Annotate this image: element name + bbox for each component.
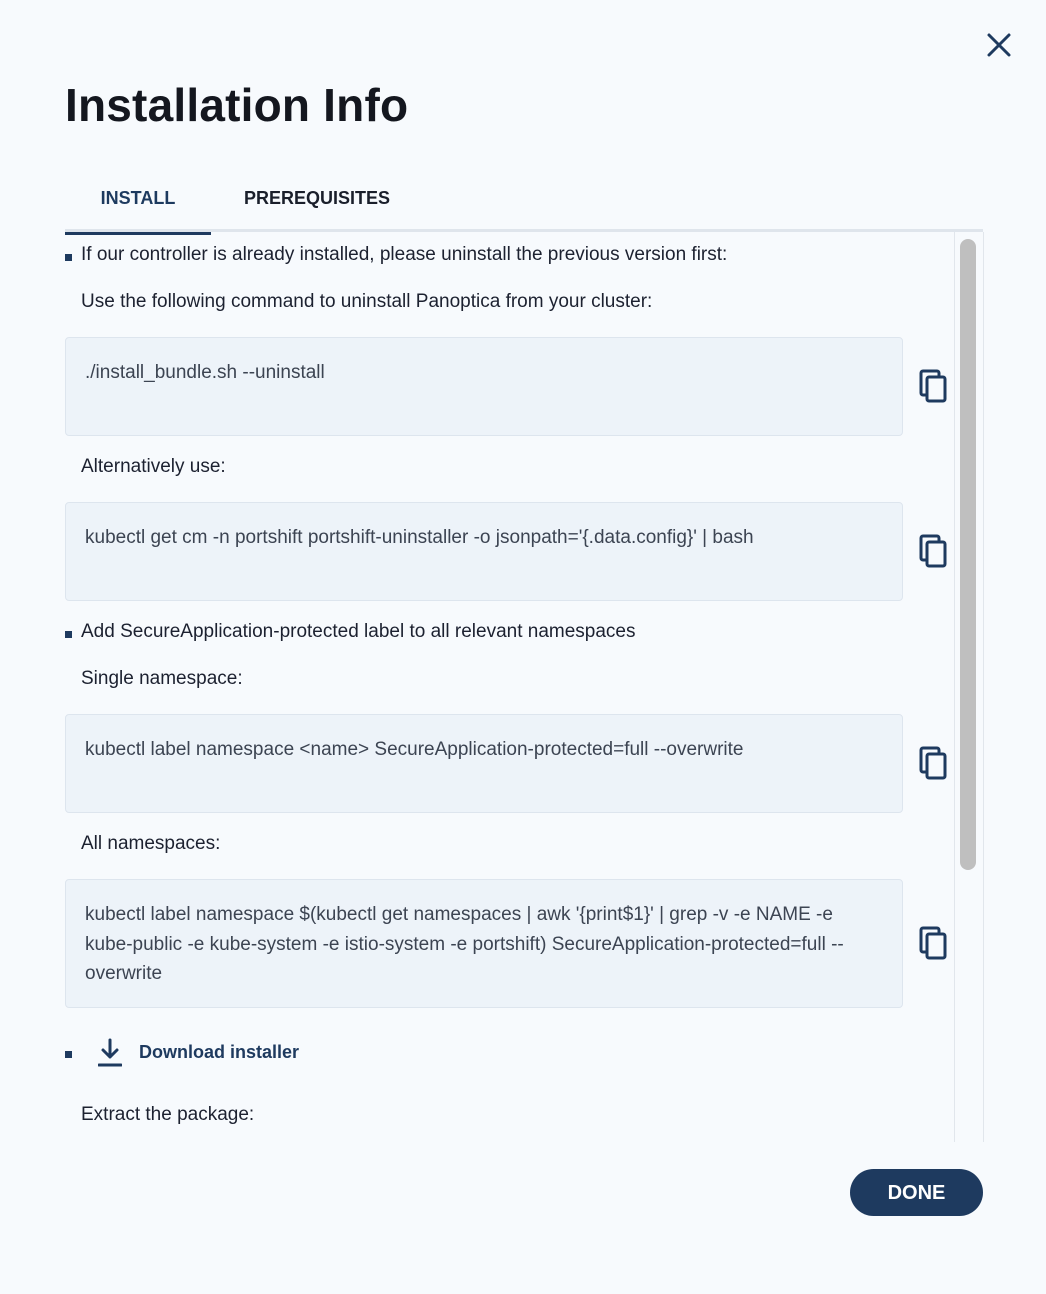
uninstall-command-label: Use the following command to uninstall Panoptica from your cluster: — [81, 291, 653, 312]
download-installer-label: Download installer — [139, 1042, 300, 1062]
bullet-marker — [65, 1051, 72, 1058]
tab-install[interactable]: INSTALL — [65, 170, 211, 232]
step-label-namespaces-text: Add SecureApplication-protected label to all relevant namespaces — [81, 621, 636, 642]
uninstall-command-box: ./install_bundle.sh --uninstall — [65, 337, 903, 436]
install-content-scroll[interactable] — [60, 232, 984, 1142]
copy-icon[interactable] — [918, 533, 950, 569]
copy-icon[interactable] — [918, 368, 950, 404]
bullet-marker — [65, 254, 72, 261]
download-icon — [98, 1038, 122, 1068]
done-button[interactable]: DONE — [850, 1169, 983, 1216]
alternative-label: Alternatively use: — [81, 456, 226, 477]
scrollbar-thumb[interactable] — [960, 239, 976, 870]
step-uninstall-text: If our controller is already installed, please uninstall the previous version first: — [81, 244, 728, 265]
download-installer-link[interactable] — [98, 1038, 318, 1068]
all-namespaces-label: All namespaces: — [81, 833, 221, 854]
close-icon[interactable] — [984, 30, 1014, 60]
all-namespaces-command-box: kubectl label namespace $(kubectl get namespaces | awk '{print$1}' | grep -v -e NAME -e kube-public -e kube-system -e istio-system -e portshift) SecureApplication-protected=full --overwrite — [65, 879, 903, 1008]
single-namespace-command-box: kubectl label namespace <name> SecureApplication-protected=full --overwrite — [65, 714, 903, 813]
copy-icon[interactable] — [918, 745, 950, 781]
extract-package-label: Extract the package: — [81, 1104, 255, 1125]
bullet-marker — [65, 631, 72, 638]
alternative-command-box: kubectl get cm -n portshift portshift-uninstaller -o jsonpath='{.data.config}' | bash — [65, 502, 903, 601]
single-namespace-label: Single namespace: — [81, 668, 243, 689]
dialog-title: Installation Info — [65, 79, 409, 131]
tab-bar — [65, 170, 983, 232]
tab-prerequisites[interactable]: PREREQUISITES — [243, 188, 391, 208]
copy-icon[interactable] — [918, 925, 950, 961]
